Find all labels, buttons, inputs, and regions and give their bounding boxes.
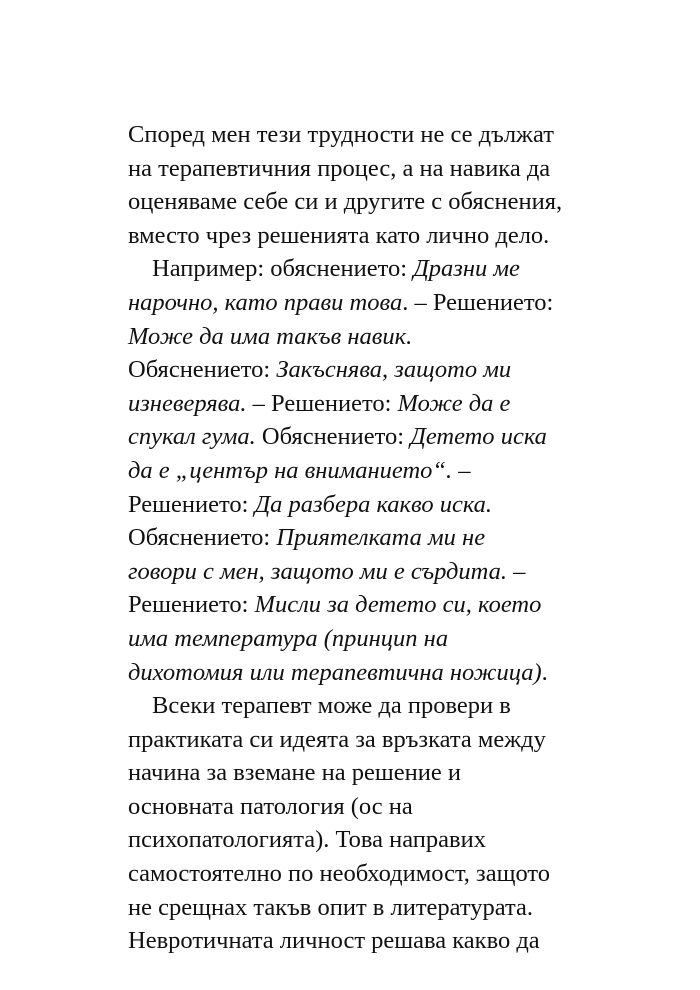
- page-text: [128, 118, 571, 958]
- text-segment: Всеки терапевт може да провери в: [152, 692, 511, 720]
- text-segment: оценяваме себе си и другите с обяснения,: [128, 188, 563, 216]
- text-line: [128, 689, 571, 723]
- italic-text-segment: Може да е: [397, 389, 511, 417]
- text-line: [128, 756, 571, 790]
- text-line: [128, 488, 571, 522]
- text-segment: основната патология (ос на: [128, 792, 413, 820]
- text-segment: на терапевтичния процес, а на навика да: [128, 154, 551, 182]
- italic-text-segment: Приятелката ми не: [276, 524, 486, 552]
- text-segment: Според мен тези трудности не се дължат: [128, 121, 554, 148]
- italic-text-segment: да е „център на вниманието“.: [128, 456, 453, 484]
- italic-text-segment: спукал гума.: [128, 423, 256, 451]
- italic-text-segment: изневерява.: [128, 389, 247, 417]
- text-segment: .: [541, 658, 548, 686]
- text-segment: Обяснението:: [128, 524, 277, 552]
- text-line: [128, 823, 571, 857]
- text-line: [128, 588, 571, 622]
- text-line: [128, 857, 571, 891]
- paragraph-p2: [128, 252, 571, 689]
- text-line: [128, 152, 571, 186]
- text-segment: начина за вземане на решение и: [128, 759, 461, 787]
- text-line: [128, 521, 571, 555]
- text-line: [128, 790, 571, 824]
- text-segment: Решението:: [128, 591, 255, 619]
- paragraph-p3: [128, 689, 571, 958]
- italic-text-segment: говори с мен, защото ми е сърдита.: [128, 557, 508, 585]
- text-segment: Невротичната личност решава какво да: [128, 927, 540, 955]
- text-segment: самостоятелно по необходимост, защото: [128, 860, 551, 888]
- text-segment: –: [452, 456, 471, 484]
- text-segment: –: [507, 557, 526, 585]
- italic-text-segment: нарочно, като прави това: [128, 288, 403, 316]
- italic-text-segment: Да разбера какво иска.: [254, 490, 493, 518]
- text-segment: – Решението:: [246, 389, 398, 417]
- text-line: [128, 387, 571, 421]
- text-segment: практиката си идеята за връзката между: [128, 725, 546, 753]
- text-segment: . – Решението:: [402, 288, 554, 316]
- italic-text-segment: Може да има такъв навик.: [128, 322, 413, 350]
- text-line: [128, 555, 571, 589]
- text-segment: Обяснението:: [128, 356, 277, 384]
- text-segment: Решението:: [128, 490, 255, 518]
- text-segment: не срещнах такъв опит в литературата.: [128, 893, 534, 921]
- text-line: [128, 622, 571, 656]
- italic-text-segment: има температура (принцип на: [128, 624, 449, 652]
- text-line: [128, 185, 571, 219]
- text-line: [128, 420, 571, 454]
- paragraph-p1: [128, 118, 571, 252]
- text-line: [128, 320, 571, 354]
- italic-text-segment: Мисли за детето си, което: [254, 591, 542, 619]
- text-line: [128, 656, 571, 690]
- text-line: [128, 924, 571, 958]
- italic-text-segment: дихотомия или терапевтична ножица): [128, 658, 542, 686]
- text-segment: вместо чрез решенията като лично дело.: [128, 221, 550, 249]
- text-segment: психопатологията). Това направих: [128, 826, 486, 854]
- italic-text-segment: Закъснява, защото ми: [276, 356, 512, 384]
- text-line: [128, 891, 571, 925]
- text-line: [128, 252, 571, 286]
- text-line: [128, 353, 571, 387]
- text-line: [128, 723, 571, 757]
- text-line: [128, 118, 571, 152]
- text-segment: Обяснението:: [255, 423, 411, 451]
- text-segment: Например: обяснението:: [152, 255, 414, 283]
- italic-text-segment: Детето иска: [410, 423, 547, 451]
- italic-text-segment: Дразни ме: [413, 255, 520, 283]
- text-line: [128, 219, 571, 253]
- text-line: [128, 454, 571, 488]
- text-line: [128, 286, 571, 320]
